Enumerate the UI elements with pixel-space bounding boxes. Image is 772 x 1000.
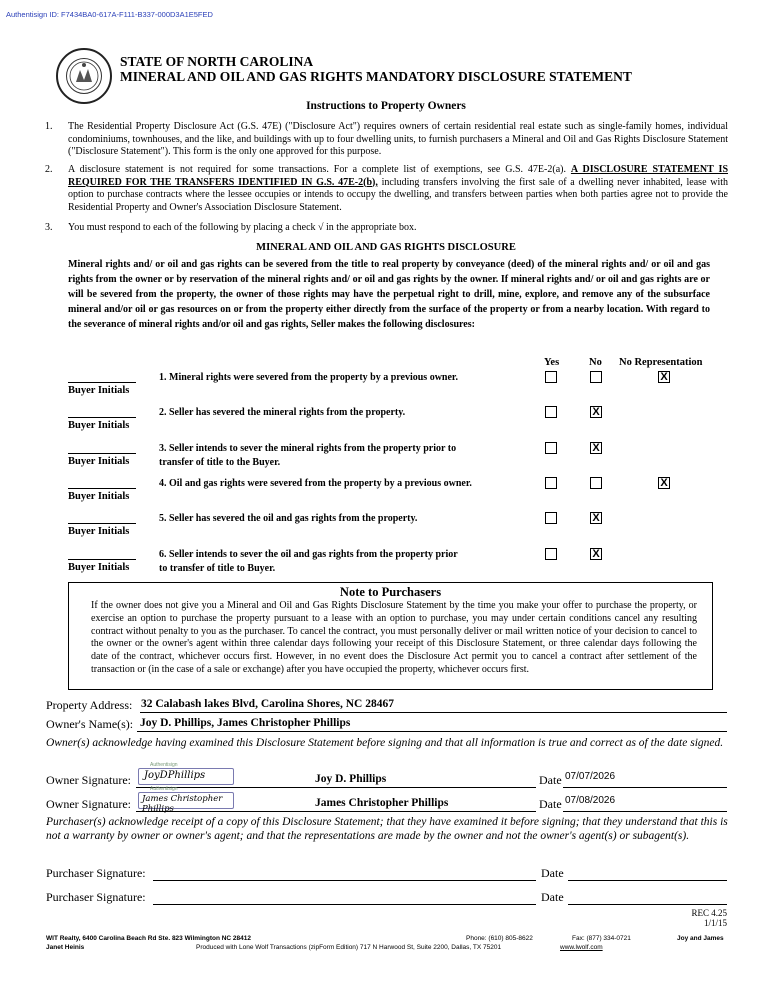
buyer-initials-field[interactable]	[68, 559, 136, 560]
footer-phone: Phone: (610) 805-8622	[466, 935, 533, 942]
question-text: 5. Seller has severed the oil and gas rights from the property.	[159, 513, 418, 524]
buyer-initials-label: Buyer Initials	[68, 562, 130, 573]
purchaser-signature-line-2[interactable]	[153, 904, 536, 905]
disclosure-heading: MINERAL AND OIL AND GAS RIGHTS DISCLOSURE	[256, 242, 516, 253]
column-yes: Yes	[544, 357, 560, 368]
date-label: Date	[539, 797, 562, 811]
property-address-line	[140, 712, 727, 713]
purchaser-date-line-2[interactable]	[568, 904, 727, 905]
owner-name-1: Joy D. Phillips	[315, 773, 387, 785]
buyer-initials-field[interactable]	[68, 523, 136, 524]
checkbox-yes[interactable]	[545, 512, 557, 524]
title-line-2: MINERAL AND OIL AND GAS RIGHTS MANDATORY DISCLOSURE STATEMENT	[120, 69, 632, 84]
purchaser-signature-label: Purchaser Signature:	[46, 890, 146, 904]
column-no-representation: No Representation	[619, 357, 703, 368]
date-label: Date	[541, 890, 564, 904]
checkbox-yes[interactable]	[545, 477, 557, 489]
owner-signature-label: Owner Signature:	[46, 797, 131, 811]
buyer-initials-field[interactable]	[68, 382, 136, 383]
buyer-initials-label: Buyer Initials	[68, 526, 130, 537]
owners-name-label: Owner's Name(s):	[46, 717, 134, 731]
instruction-text: The Residential Property Disclosure Act (G.S. 47E) ("Disclosure Act") requires owners of certain residential real estate such as single-family homes, individual condominiums, townhouses, and the like, and buildings with up to four dwelling units, to furnish purchasers a Mineral and Oil and Gas Rights Disclosure Statement ("Disclosure Statement"). This form is the only one approved for this purpose.	[68, 121, 728, 157]
footer-fax: Fax: (877) 334-0721	[572, 935, 631, 942]
buyer-initials-field[interactable]	[68, 453, 136, 454]
buyer-initials-label: Buyer Initials	[68, 385, 130, 396]
note-title: Note to Purchasers	[339, 585, 442, 599]
owner-signature-2: James Christopher Phillips	[142, 794, 223, 814]
owner-signature-line-1	[136, 787, 536, 788]
note-body: If the owner does not give you a Mineral and Oil and Gas Rights Disclosure Statement by the time you make your offer to purchase the property, or exercise an option to purchase the property pursuant to a lease with an option to purchase, you may under certain conditions cancel any resulting contract without penalty to you as the purchaser. To cancel the contract, you must personally deliver or mail written notice of your decision to cancel to the owner or the owner's agent within three calendar days following your receipt of this Disclosure Statement, or three calendar days following the date of the contract, whichever occurs first. However, in no event does the Disclosure Act permit you to cancel a contract after settlement of the transaction or (in the case of a sale or exchange) after you have occupied the property, whichever occurs first.	[91, 600, 697, 675]
nc-real-estate-commission-seal	[56, 48, 112, 104]
checkbox-no[interactable]: X	[590, 406, 602, 418]
footer-company: WIT Realty, 6400 Carolina Beach Rd Ste. 823 Wilmington NC 28412	[46, 935, 251, 942]
instructions-heading: Instructions to Property Owners	[306, 100, 466, 112]
owners-name-value[interactable]: Joy D. Phillips, James Christopher Phillips	[140, 717, 351, 729]
form-code: REC 4.25 1/1/15	[691, 908, 727, 928]
instruction-text: You must respond to each of the following by placing a check √ in the appropriate box.	[68, 222, 417, 233]
purchaser-signature-label: Purchaser Signature:	[46, 866, 146, 880]
checkbox-yes[interactable]	[545, 548, 557, 560]
authentisign-tag: Authentisign	[150, 786, 178, 792]
purchaser-acknowledgment: Purchaser(s) acknowledge receipt of a copy of this Disclosure Statement; that they have examined it before signing; that they understand that this is not a warranty by owner or owner's agent; and that the representations are made by the owner and not the owner's agent(s) or subagent(s).	[46, 816, 728, 842]
instruction-number: 1.	[45, 121, 53, 132]
checkbox-yes[interactable]	[545, 406, 557, 418]
owner-name-2: James Christopher Phillips	[315, 797, 449, 809]
buyer-initials-field[interactable]	[68, 417, 136, 418]
buyer-initials-label: Buyer Initials	[68, 456, 130, 467]
owner-date-line-2	[563, 811, 727, 812]
owner-date-line-1	[563, 787, 727, 788]
checkbox-no[interactable]	[590, 371, 602, 383]
footer-website-link[interactable]: www.lwolf.com	[560, 944, 603, 951]
title-line-1: STATE OF NORTH CAROLINA	[120, 54, 314, 69]
checkbox-norep[interactable]: X	[658, 371, 670, 383]
document-title	[120, 54, 632, 84]
authentisign-id: Authentisign ID: F7434BA0-617A-F111-B337-000D3A1E5FED	[6, 10, 213, 19]
property-address-value[interactable]: 32 Calabash lakes Blvd, Carolina Shores, NC 28467	[141, 698, 394, 710]
owner-signature-box-1[interactable]	[138, 768, 234, 785]
note-to-purchasers	[68, 582, 713, 690]
owner-date-1[interactable]: 07/07/2026	[565, 771, 616, 782]
buyer-initials-label: Buyer Initials	[68, 420, 130, 431]
checkbox-no[interactable]: X	[590, 548, 602, 560]
disclosure-paragraph: Mineral rights and/ or oil and gas rights can be severed from the title to real property by conveyance (deed) of the mineral rights and/ or oil and gas rights from the owner or by reservation of the mineral rights and/ or oil and gas rights by the owner. If mineral rights and/ or oil and gas rights are or will be severed from the property, the owner of those rights may have the perpetual right to drill, mine, explore, and remove any of the subsurface mineral and/or oil or gas resources on or from the property either directly from the surface of the property or from a nearby location. With regard to the severance of mineral rights and/or oil and gas rights, Seller makes the following disclosures:	[68, 259, 710, 330]
footer-agent: Janet Heinis	[46, 944, 85, 951]
instruction-item-1	[0, 121, 772, 161]
question-text: 3. Seller intends to sever the mineral rights from the property prior to transfer of title to the Buyer.	[159, 443, 457, 468]
owner-acknowledgment: Owner(s) acknowledge having examined this Disclosure Statement before signing and that all information is true and correct as of the date signed.	[46, 737, 724, 749]
purchaser-signature-line-1[interactable]	[153, 880, 536, 881]
question-text: 4. Oil and gas rights were severed from the property by a previous owner.	[159, 478, 472, 489]
checkbox-no[interactable]: X	[590, 442, 602, 454]
property-address-label: Property Address:	[46, 698, 133, 712]
instruction-text: A disclosure statement is not required for some transactions. For a complete list of exemptions, see G.S. 47E-2(a). A DISCLOSURE STATEMENT IS REQUIRED FOR THE TRANSFERS IDENTIFIED IN G.S. 47E-2(b), including transfers involving the first sale of a dwelling never inhabited, lease with option to purchase contracts where the lessee occupies or intends to occupy the dwelling, and transfers between parties when both parties agree not to provide the Residential Property and Owner's Association Disclosure Statement.	[68, 164, 729, 213]
question-text: 6. Seller intends to sever the oil and gas rights from the property prior to transfer of title to Buyer.	[159, 549, 458, 574]
checkbox-norep[interactable]: X	[658, 477, 670, 489]
owner-signature-box-2[interactable]	[138, 792, 234, 814]
date-label: Date	[541, 866, 564, 880]
purchaser-date-line-1[interactable]	[568, 880, 727, 881]
owner-date-2[interactable]: 07/08/2026	[565, 795, 616, 806]
buyer-initials-field[interactable]	[68, 488, 136, 489]
checkbox-no[interactable]	[590, 477, 602, 489]
checkbox-yes[interactable]	[545, 371, 557, 383]
date-label: Date	[539, 773, 562, 787]
owner-signature-line-2	[136, 811, 536, 812]
column-no: No	[589, 357, 602, 368]
owners-name-line	[137, 731, 727, 732]
instruction-item-3	[0, 222, 772, 236]
checkbox-yes[interactable]	[545, 442, 557, 454]
footer-produced-by: Produced with Lone Wolf Transactions (zipForm Edition) 717 N Harwood St, Suite 2200, Dallas, TX 75201	[196, 944, 502, 951]
checkbox-no[interactable]: X	[590, 512, 602, 524]
owner-signature-1: JoyDPhillips	[144, 770, 206, 781]
required-transfers-text: A DISCLOSURE STATEMENT IS REQUIRED FOR THE TRANSFERS IDENTIFIED IN G.S. 47E-2(b),	[68, 164, 729, 188]
authentisign-tag: Authentisign	[150, 762, 178, 768]
instruction-item-2	[0, 164, 772, 218]
instruction-number: 2.	[45, 164, 53, 175]
question-text: 2. Seller has severed the mineral rights from the property.	[159, 407, 406, 418]
buyer-initials-label: Buyer Initials	[68, 491, 130, 502]
instruction-number: 3.	[45, 222, 53, 233]
owner-signature-label: Owner Signature:	[46, 773, 131, 787]
question-text: 1. Mineral rights were severed from the property by a previous owner.	[159, 372, 458, 383]
footer-file-name: Joy and James	[677, 935, 724, 942]
